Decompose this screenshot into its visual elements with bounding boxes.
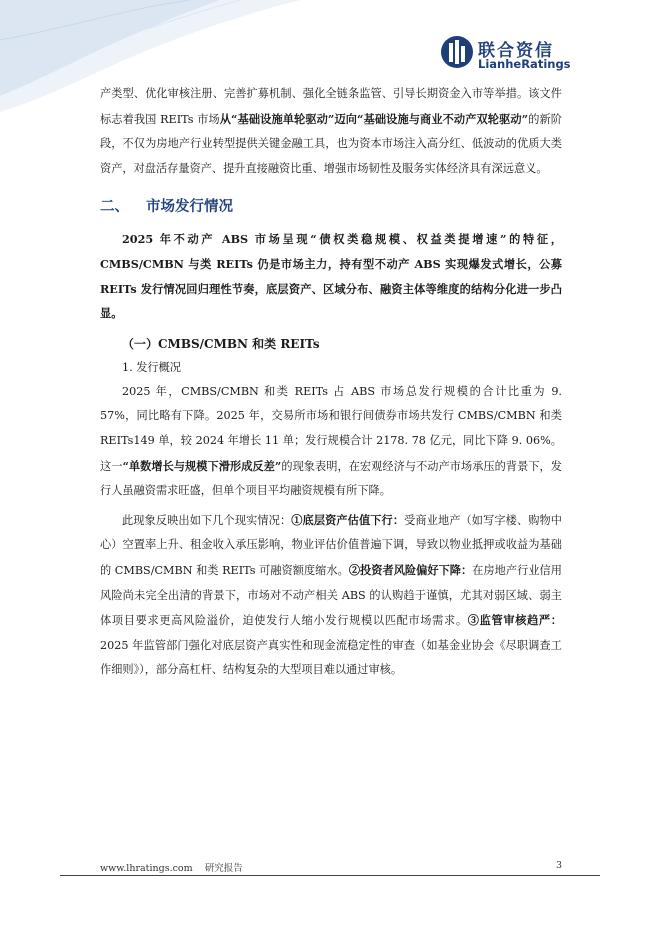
paragraph-issuance-overview [100,380,562,504]
lianhe-logo-icon [440,35,474,69]
section-heading [100,195,562,219]
text-run: 受商业地产（如写字楼、购物中心）空置率上升、租金收入承压影响，物业评估价值普遍下调，导致以物业抵押或收益为基础的 CMBS/CMBN 和类 REITs 可融资额度缩水。 [100,513,562,577]
sub-subsection-heading: 1. 发行概况 [122,360,181,374]
bold-text-run: ①底层资产估值下行： [291,512,405,527]
text-run: 此现象反映出如下几个现实情况： [122,513,292,527]
bold-text-run: ③监管审核趋严： [467,613,562,628]
bold-text-run: “单数增长与规模下滑形成反差” [122,458,282,473]
company-logo [440,35,600,75]
page-number: 3 [555,860,562,871]
section-title: 市场发行情况 [146,199,233,216]
footer-report-label: 研究报告 [204,863,243,874]
text-run: 2025 年监管部门强化对底层资产真实性和现金流稳定性的审查（如基金业协会《尽职调查工作细则》），部分高杠杆、结构复杂的大型项目难以通过审核。 [100,638,562,677]
text-run: 产类型、优化审核注册、完善扩募机制、强化全链条监管、引导长期资金入市等举措。该文件标志着我国 REITs 市场 [100,87,562,126]
logo-text-cn: 联合资信 [478,41,554,61]
logo-text-en: LianheRatings [478,57,571,71]
section-number: 二、 [100,199,129,216]
bold-text-run: 从“基础设施单轮驱动”迈向“基础设施与商业不动产双轮驱动” [219,111,529,126]
paragraph-reasons [100,508,562,683]
footer-divider [60,875,600,876]
text-run: 的新阶段，不仅为房地产行业转型提供关键金融工具，也为资本市场注入高分红、低波动的优质大类资产，对盘活存量资产、提升直接融资比重、增强市场韧性及服务实体经济具有深远意义。 [100,112,562,175]
text-run: 的现象表明，在宏观经济与不动产市场承压的背景下，发行人虽融资需求旺盛，但单个项目平均融资规模有所下降。 [100,459,562,498]
text-run: 2025 年，CMBS/CMBN 和类 REITs 占 ABS 市场总发行规模的合计比重为 9. 57%，同比略有下降。2025 年，交易所市场和银行间债券市场共发行 CMBS/CMBN 和类 REITs149 单，较 2024 年增长 11 单；发行规模合计 2178. 78 亿元，同比下降 9. 06%。这一 [100,384,562,473]
report-body [100,82,562,683]
footer-website-link[interactable]: www.lhratings.com [100,863,193,874]
bold-text-run: ②投资者风险偏好下降： [348,562,473,577]
section-intro: 2025 年不动产 ABS 市场呈现“债权类稳规模、权益类提增速”的特征，CMBS/CMBN 与类 REITs 仍是市场主力，持有型不动产 ABS 实现爆发式增长，公募 REITs 发行情况回归理性节奏，底层资产、区域分布、融资主体等维度的结构分化进一步凸显。 [100,232,562,321]
footer-left [100,860,243,874]
subsection-heading: （一）CMBS/CMBN 和类 REITs [122,336,320,351]
paragraph-reits-significance [100,82,562,181]
text-run: 在房地产行业信用风险尚未完全出清的背景下，市场对不动产相关 ABS 的认购趋于谨慎，尤其对弱区域、弱主体项目要求更高风险溢价，迫使发行人缩小发行规模以匹配市场需求。 [100,563,562,628]
